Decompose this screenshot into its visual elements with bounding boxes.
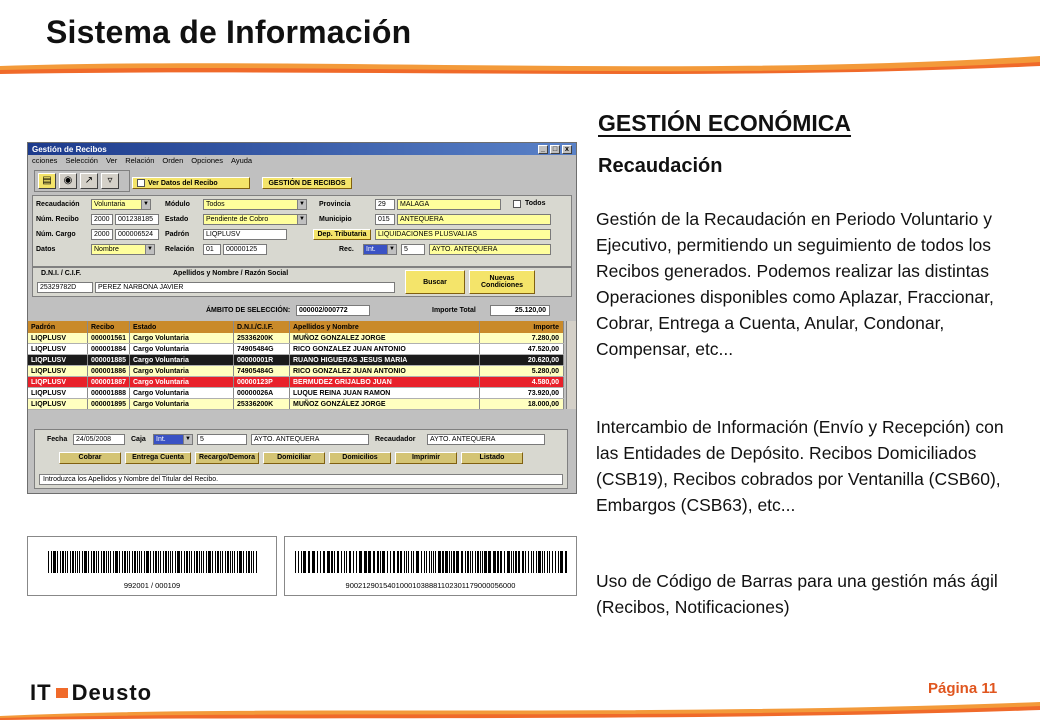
recaudacion-value: Voluntaria [94,201,126,208]
cell-dni: 74905484G [234,366,290,376]
estado-label: Estado [165,216,189,223]
caja-code-field[interactable]: 5 [197,434,247,445]
filter-panel [32,195,572,267]
gestion-recibos-window [27,142,577,494]
rec-label: Rec. [339,246,354,253]
cell-padron: LIQPLUSV [28,399,88,409]
num-cargo-label: Núm. Cargo [36,231,76,238]
section-heading: GESTIÓN ECONÓMICA [598,110,852,136]
table-row[interactable] [28,355,564,366]
dep-tributaria-field[interactable]: LIQUIDACIONES PLUSVALIAS [375,229,551,240]
provincia-name-field[interactable]: MALAGA [397,199,501,210]
cell-recibo: 000001884 [88,344,130,354]
table-row[interactable] [28,388,564,399]
cell-estado: Cargo Voluntaria [130,377,234,387]
modulo-select[interactable] [203,199,307,210]
recaudacion-select[interactable] [91,199,151,210]
footer-swoosh [0,700,1040,720]
down-icon[interactable]: ▿ [101,173,119,189]
rec-code-field[interactable]: 5 [401,244,425,255]
cell-padron: LIQPLUSV [28,333,88,343]
cell-nombre: MUÑOZ GONZÁLEZ JORGE [290,399,480,409]
cell-importe: 7.280,00 [480,333,564,343]
ambito-label: ÁMBITO DE SELECCIÓN: [206,307,291,314]
cell-recibo: 000001887 [88,377,130,387]
datos-select[interactable] [91,244,155,255]
datos-label: Datos [36,246,56,253]
importe-total-label: Importe Total [432,307,476,314]
relacion-code-field[interactable]: 01 [203,244,221,255]
caja-value: Int. [156,436,166,443]
slide-title: Sistema de Información [46,14,412,50]
search-panel [32,267,572,297]
barcode-recibo [27,536,277,596]
cell-recibo: 000001888 [88,388,130,398]
page-number: Página 11 [928,680,998,697]
ver-datos-label: Ver Datos del Recibo [148,179,218,187]
logo-square-icon [56,688,68,698]
menu-acciones[interactable]: cciones [32,156,58,165]
paragraph-intercambio: Intercambio de Información (Envío y Recepción) con las Entidades de Depósito. Recibos Domiciliados (CSB19), Recibos cobrados por Ventanilla (CSB60), Embargos (CSB63), etc... [596,417,1004,515]
barcode-notificacion [284,536,577,596]
num-cargo-field[interactable]: 000006524 [115,229,159,240]
cell-nombre: BERMUDEZ GRIJALBO JUAN [290,377,480,387]
maximize-button[interactable]: □ [550,145,560,154]
menu-opciones[interactable]: Opciones [191,156,223,165]
toolbar-panel [34,170,130,192]
subsection-heading: Recaudación [598,155,723,177]
modulo-value: Todos [206,201,225,208]
caja-select[interactable] [153,434,193,445]
buscar-button[interactable]: Buscar [405,270,465,294]
close-button[interactable]: x [562,145,572,154]
eye-icon[interactable]: ◉ [59,173,77,189]
cell-importe: 47.520,00 [480,344,564,354]
apellidos-field[interactable]: PEREZ NARBONA JAVIER [95,282,395,293]
logo-left-text: IT [30,680,52,705]
cell-recibo: 000001895 [88,399,130,409]
domicilios-button[interactable]: Domicilios [329,452,391,464]
minimize-button[interactable]: _ [538,145,548,154]
cell-nombre: LUQUE REINA JUAN RAMON [290,388,480,398]
nuevas-condiciones-button[interactable]: Nuevas Condiciones [469,270,535,294]
col-dni[interactable]: D.N.I./C.I.F. [234,321,290,333]
num-recibo-field[interactable]: 001238185 [115,214,159,225]
cell-importe: 20.620,00 [480,355,564,365]
col-importe[interactable]: Importe [480,321,564,333]
ver-datos-checkbox[interactable] [137,179,145,187]
dep-tributaria-button[interactable]: Dep. Tributaria [313,229,371,240]
padron-label: Padrón [165,231,190,238]
municipio-code-field[interactable]: 015 [375,214,395,225]
entrega-cuenta-button[interactable]: Entrega Cuenta [125,452,191,464]
cell-estado: Cargo Voluntaria [130,344,234,354]
domiciliar-button[interactable]: Domiciliar [263,452,325,464]
status-message: Introduzca los Apellidos y Nombre del Titular del Recibo. [39,474,563,485]
cell-estado: Cargo Voluntaria [130,388,234,398]
cell-padron: LIQPLUSV [28,377,88,387]
cell-importe: 73.920,00 [480,388,564,398]
relacion-label: Relación [165,246,195,253]
menu-seleccion[interactable]: Selección [65,156,98,165]
barcode-right-number: 90021290154010001038881102301179000056000 [345,581,516,590]
recargo-demora-button[interactable]: Recargo/Demora [195,452,259,464]
up-icon[interactable]: ↗ [80,173,98,189]
ambito-field: 000002/000772 [296,305,370,316]
num-recibo-label: Núm. Recibo [36,216,79,223]
cell-estado: Cargo Voluntaria [130,333,234,343]
cell-estado: Cargo Voluntaria [130,355,234,365]
rec-name-field[interactable]: AYTO. ANTEQUERA [429,244,551,255]
rec-select[interactable] [363,244,397,255]
fecha-label: Fecha [47,436,68,443]
barcode-left-number: 992001 / 000109 [123,581,181,590]
recaudador-label: Recaudador [375,436,416,443]
modulo-label: Módulo [165,201,190,208]
chevron-down-icon: ▼ [145,245,154,254]
cell-recibo: 000001886 [88,366,130,376]
chevron-down-icon: ▼ [297,200,306,209]
apellidos-label: Apellidos y Nombre / Razón Social [173,270,289,277]
menu-orden[interactable]: Orden [162,156,184,165]
recaudacion-label: Recaudación [36,201,80,208]
cell-importe: 5.280,00 [480,366,564,376]
receipts-grid [28,321,564,410]
cell-dni: 00000026A [234,388,290,398]
todos-checkbox[interactable] [513,200,521,208]
grid-body [28,333,564,410]
dni-field[interactable]: 25329782D [37,282,93,293]
header-swoosh [0,52,1040,82]
cell-padron: LIQPLUSV [28,388,88,398]
chevron-down-icon: ▼ [141,200,150,209]
todos-label: Todos [525,200,546,207]
cell-recibo: 000001885 [88,355,130,365]
estado-select[interactable] [203,214,307,225]
cell-dni: 25336200K [234,333,290,343]
col-apellidos[interactable]: Apellidos y Nombre [290,321,480,333]
cell-estado: Cargo Voluntaria [130,399,234,409]
listado-button[interactable]: Listado [461,452,523,464]
municipio-name-field[interactable]: ANTEQUERA [397,214,551,225]
fecha-field[interactable]: 24/05/2008 [73,434,125,445]
chevron-down-icon: ▼ [297,215,306,224]
caja-name-field[interactable]: AYTO. ANTEQUERA [251,434,369,445]
grid-header [28,321,564,333]
num-cargo-year-field[interactable]: 2000 [91,229,113,240]
col-recibo[interactable]: Recibo [88,321,130,333]
num-recibo-year-field[interactable]: 2000 [91,214,113,225]
cell-nombre: RICO GONZALEZ JUAN ANTONIO [290,344,480,354]
recaudador-field[interactable]: AYTO. ANTEQUERA [427,434,545,445]
cell-nombre: RICO GONZALEZ JUAN ANTONIO [290,366,480,376]
cell-recibo: 000001561 [88,333,130,343]
list-icon[interactable]: ▤ [38,173,56,189]
datos-value: Nombre [94,246,119,253]
municipio-label: Municipio [319,216,352,223]
chevron-down-icon: ▼ [387,245,396,254]
chevron-down-icon: ▼ [183,435,192,444]
cell-dni: 00000123P [234,377,290,387]
table-row[interactable] [28,366,564,377]
cobrar-button[interactable]: Cobrar [59,452,121,464]
imprimir-button[interactable]: Imprimir [395,452,457,464]
table-row[interactable] [28,333,564,344]
estado-value: Pendiente de Cobro [206,216,269,223]
window-titlebar [28,143,576,155]
dni-label: D.N.I. / C.I.F. [41,270,82,277]
importe-total-field: 25.120,00 [490,305,550,316]
gestion-recibos-tag: GESTIÓN DE RECIBOS [262,177,352,189]
cell-importe: 18.000,00 [480,399,564,409]
rec-value: Int. [366,246,376,253]
cell-nombre: MUÑOZ GONZALEZ JORGE [290,333,480,343]
col-estado[interactable]: Estado [130,321,234,333]
menu-ayuda[interactable]: Ayuda [230,156,253,165]
table-row[interactable] [28,399,564,410]
cell-padron: LIQPLUSV [28,355,88,365]
cell-importe: 4.580,00 [480,377,564,387]
menu-bar [28,155,576,167]
col-padron[interactable]: Padrón [28,321,88,333]
paragraph-codigo-barras: Uso de Código de Barras para una gestión más ágil (Recibos, Notificaciones) [596,571,998,617]
barcode-bars-right [285,537,578,577]
cell-padron: LIQPLUSV [28,344,88,354]
logo-right-text: Deusto [71,680,153,705]
barcode-bars-left [28,537,278,577]
cell-estado: Cargo Voluntaria [130,366,234,376]
provincia-label: Provincia [319,201,351,208]
menu-relacion[interactable]: Relación [125,156,155,165]
window-title: Gestión de Recibos [32,144,107,154]
padron-field[interactable]: LIQPLUSV [203,229,287,240]
menu-ver[interactable]: Ver [105,156,118,165]
caja-label: Caja [131,436,146,443]
cell-dni: 74905484G [234,344,290,354]
cell-dni: 00000001R [234,355,290,365]
cell-dni: 25336200K [234,399,290,409]
ver-datos-recibo-button[interactable] [132,177,250,189]
cell-nombre: RUANO HIGUERAS JESUS MARIA [290,355,480,365]
payment-panel [34,429,568,489]
relacion-field[interactable]: 00000125 [223,244,267,255]
grid-scrollbar[interactable] [566,321,576,409]
table-row[interactable] [28,377,564,388]
cell-padron: LIQPLUSV [28,366,88,376]
provincia-code-field[interactable]: 29 [375,199,395,210]
table-row[interactable] [28,344,564,355]
paragraph-recaudacion: Gestión de la Recaudación en Periodo Voluntario y Ejecutivo, permitiendo un seguimiento de todos los Recibos generados. Podemos realizar las distintas Operaciones disponibles como Aplazar, Fraccionar, Cobrar, Entrega a Cuenta, Anular, Condonar, Compensar, etc... [596,209,994,359]
